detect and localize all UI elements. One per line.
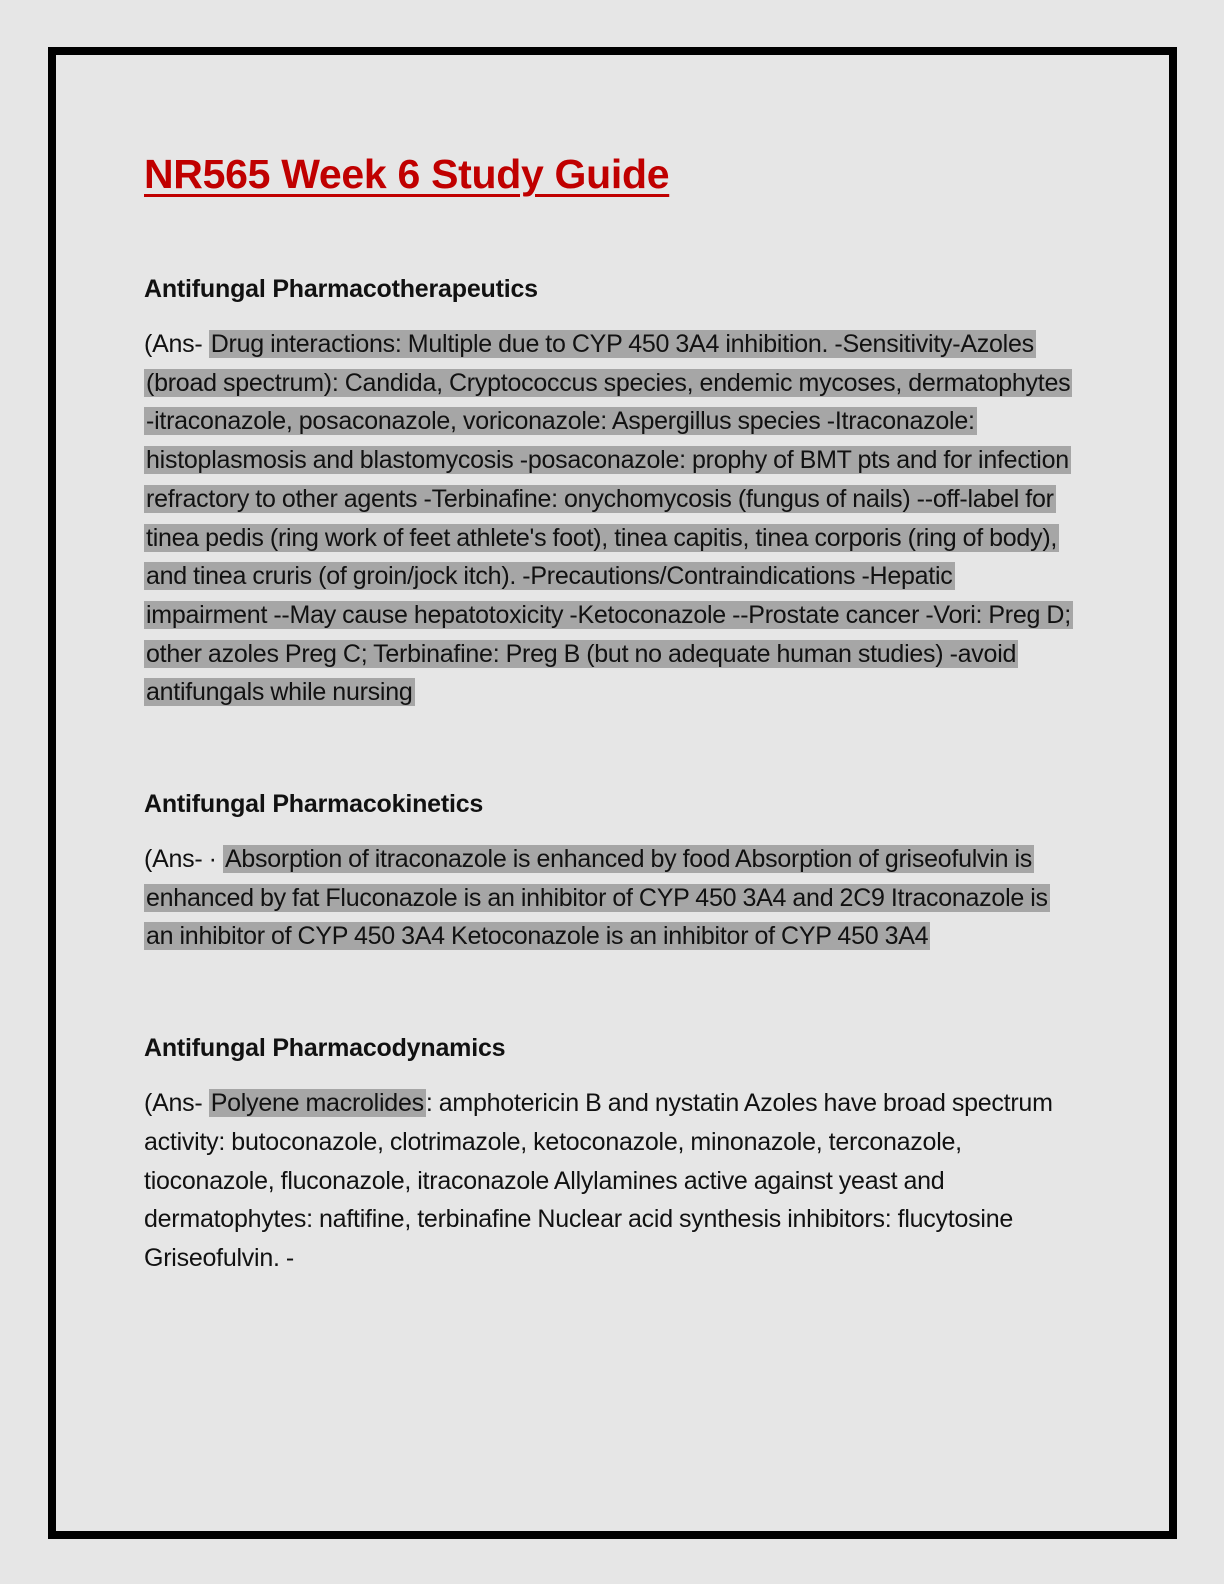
answer-pharmacodynamics (144, 1084, 1074, 1278)
answer-prefix: (Ans- (144, 1089, 209, 1118)
answer-prefix: (Ans- (144, 330, 209, 358)
highlighted-answer-text: Absorption of itraconazole is enhanced by food Absorption of griseofulvin is enhanced by fat Fluconazole is an inhibitor of CYP 450 3A4 and 2C9 Itraconazole is an inhibitor of CYP 450 3A4 Ketoconazole is an inhibitor of CYP 450 3A4 (146, 845, 1048, 951)
document-body (144, 146, 1074, 1278)
document-title: NR565 Week 6 Study Guide (144, 151, 670, 197)
answer-rest-text: : amphotericin B and nystatin Azoles have broad spectrum activity: butoconazole, clotrimazole, ketoconazole, minonazole, terconazole, tioconazole, fluconazole, itraconazole Allylamines active against yeast and dermatophytes: naftifine, terbinafine Nuclear acid synthesis inhibitors: flucytosine Griseofulvin. - (144, 1089, 1053, 1272)
highlighted-answer-text: Drug interactions: Multiple due to CYP 450 3A4 inhibition. -Sensitivity-Azoles (broad spectrum): Candida, Cryptococcus species, endemic mycoses, dermatophytes -itraconazole, posaconazole, voriconazole: Aspergillus species -Itraconazole: histoplasmosis and blastomycosis -posaconazole: prophy of BMT pts and for infection refractory to other agents -Terbinafine: onychomycosis (fungus of nails) --off-label for tinea pedis (ring work of feet athlete's foot), tinea capitis, tinea corporis (ring of body), and tinea cruris (of groin/jock itch). -Precautions/Contraindications -Hepatic impairment --May cause hepatotoxicity -Ketoconazole --Prostate cancer -Vori: Preg D; other azoles Preg C; Terbinafine: Preg B (but no adequate human studies) -avoid antifungals while nursing (146, 330, 1071, 707)
answer-pharmacokinetics (144, 840, 1074, 956)
answer-pharmacotherapeutics (144, 325, 1074, 712)
highlighted-answer-text: Polyene macrolides (210, 1089, 424, 1118)
section-heading-pharmacodynamics: Antifungal Pharmacodynamics (144, 1034, 506, 1063)
section-heading-pharmacotherapeutics: Antifungal Pharmacotherapeutics (144, 275, 538, 303)
answer-prefix: (Ans- · (144, 845, 223, 874)
section-heading-pharmacokinetics: Antifungal Pharmacokinetics (144, 790, 484, 819)
